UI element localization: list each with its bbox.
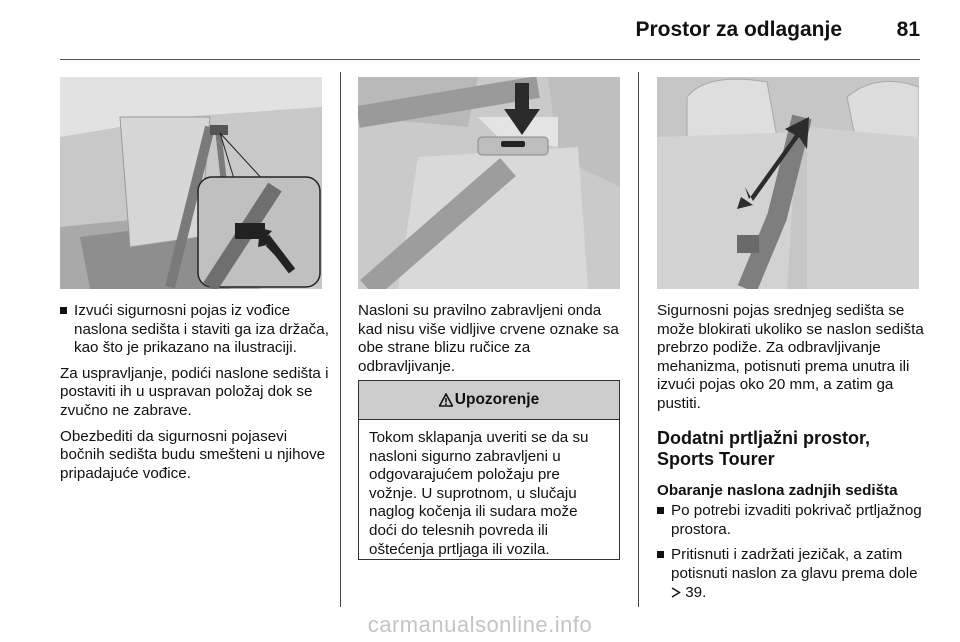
- warning-header: [359, 381, 619, 420]
- warning-triangle-icon: [439, 393, 453, 407]
- section-heading: Dodatni prtljažni prostor, Sports Tourer: [657, 427, 871, 469]
- illustration-seatbelt-holder: [60, 77, 322, 289]
- page-reference[interactable]: 39.: [685, 583, 707, 601]
- bullet-square-icon: [60, 307, 67, 314]
- column-1-text: [60, 302, 330, 490]
- paragraph: Za uspravljanje, podići naslone sedišta i postaviti ih u uspravan položaj dok se zvučno ne zabrave.: [60, 364, 329, 419]
- page-number: 81: [896, 18, 920, 41]
- header-rule: [60, 59, 920, 60]
- page-reference-icon: [671, 584, 685, 601]
- paragraph: Nasloni su pravilno zabravljeni onda kad nisu više vidljive crvene oznake sa obe strane blizu ručice za odbravljivanje.: [358, 302, 619, 375]
- column-2-text: [358, 302, 624, 383]
- column-3-text: [657, 302, 927, 609]
- column-divider-2: [638, 72, 639, 607]
- list-item-text: Izvući sigurnosni pojas iz vođice naslona sedišta i staviti ga iza držača, kao što je prikazano na ilustraciji.: [74, 302, 329, 357]
- page-title: Prostor za odlaganje: [635, 18, 842, 41]
- paragraph: Obezbediti da sigurnosni pojasevi bočnih sedišta budu smešteni u njihove pripadajuće vođice.: [60, 427, 326, 482]
- list-item: [657, 502, 927, 539]
- bullet-square-icon: [657, 507, 664, 514]
- list-item-text: Po potrebi izvaditi pokrivač prtljažnog prostora.: [671, 502, 922, 538]
- list-item: [657, 546, 927, 602]
- subsection-heading: Obaranje naslona zadnjih sedišta: [657, 481, 898, 499]
- page-header: [0, 0, 960, 60]
- warning-title: Upozorenje: [454, 391, 540, 408]
- bullet-square-icon: [657, 551, 664, 558]
- list-item: [60, 302, 330, 358]
- warning-box: [358, 380, 620, 560]
- warning-body: Tokom sklapanja uveriti se da su nasloni sigurno zabravljeni u odgovarajućem položaju pre vožnje. U suprotnom, u slučaju naglog kočenja ili sudara može doći do telesnih povreda ili oštećenja prtljaga ili vozila.: [369, 429, 589, 558]
- column-divider-1: [340, 72, 341, 607]
- watermark: carmanualsonline.info: [367, 612, 593, 637]
- paragraph: Sigurnosni pojas srednjeg sedišta se može blokirati ukoliko se naslon sedišta prebrzo podiže. Za odbravljivanje mehanizma, potisnuti prema unutra ili izvući pojas oko 20 mm, a zatim ga pustiti.: [657, 302, 924, 412]
- illustration-center-belt: [657, 77, 919, 289]
- illustration-seat-lock: [358, 77, 620, 289]
- list-item-text: Pritisnuti i zadržati jezičak, a zatim potisnuti naslon za glavu prema dole: [671, 546, 918, 582]
